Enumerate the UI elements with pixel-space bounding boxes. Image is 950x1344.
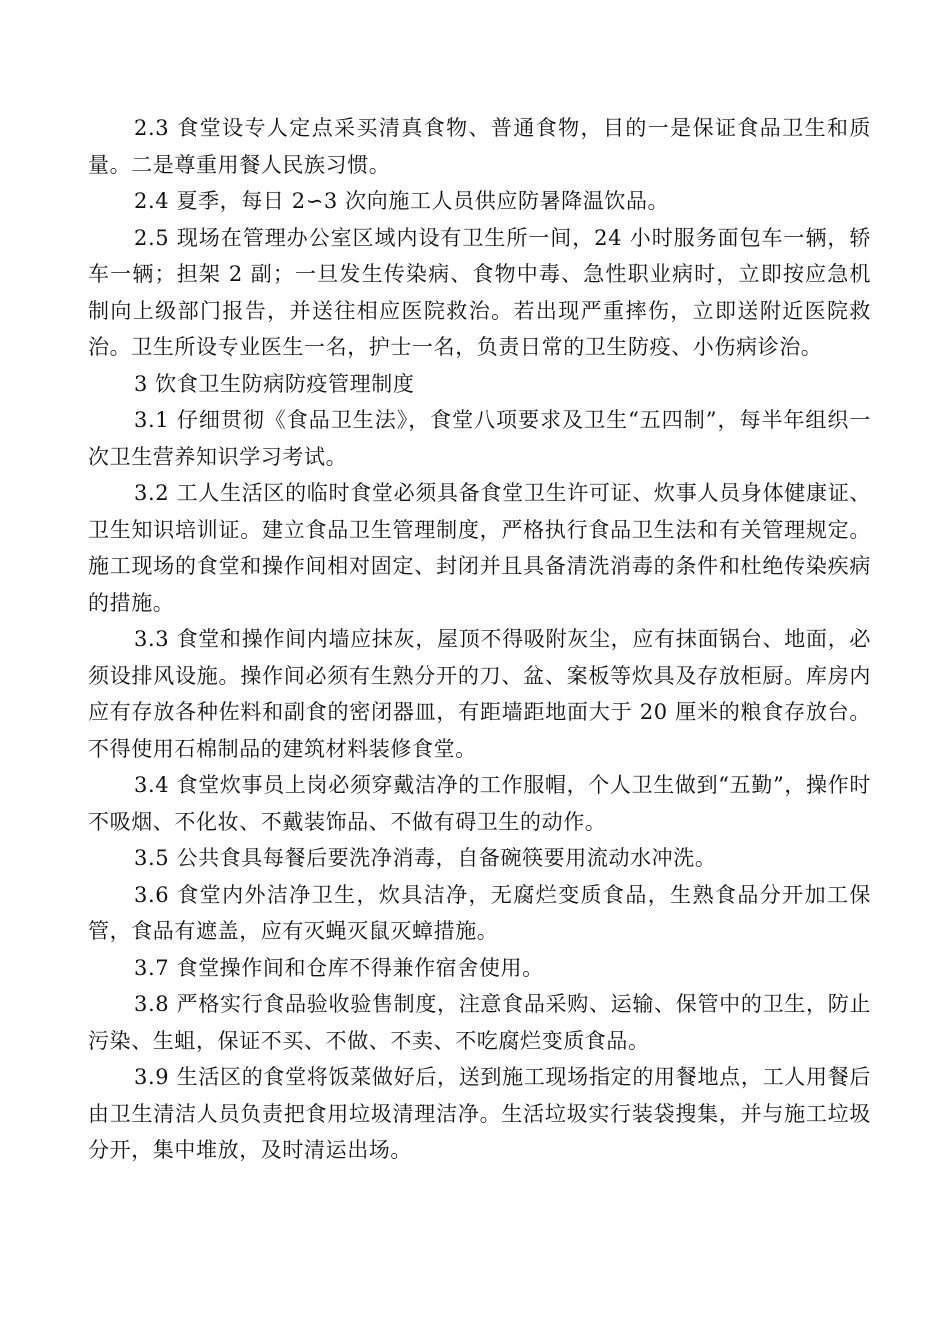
paragraph-3-7: 3.7 食堂操作间和仓库不得兼作宿舍使用。 [134,955,544,980]
document-body [88,110,871,1169]
paragraph-3-6: 3.6 食堂内外洁净卫生，炊具洁净，无腐烂变质食品，生熟食品分开加工保管，食品有遮盖，应有灭蝇灭鼠灭蟑措施。 [88,882,871,943]
paragraph-3-3: 3.3 食堂和操作间内墙应抹灰，屋顶不得吸附灰尘，应有抹面锅台、地面，必须设排风设施。操作间必须有生熟分开的刀、盆、案板等炊具及存放柜厨。库房内应有存放各种佐料和副食的密闭器皿，有距墙距地面大于 20 厘米的粮食存放台。不得使用石棉制品的建筑材料装修食堂。 [88,627,871,761]
paragraph-3-5: 3.5 公共食具每餐后要洗净消毒，自备碗筷要用流动水冲洗。 [134,846,717,870]
paragraph-2-3: 2.3 食堂设专人定点采买清真食物、普通食物，目的一是保证食品卫生和质量。二是尊重用餐人民族习惯。 [88,116,871,177]
paragraph-3-2: 3.2 工人生活区的临时食堂必须具备食堂卫生许可证、炊事人员身体健康证、卫生知识培训证。建立食品卫生管理制度，严格执行食品卫生法和有关管理规定。施工现场的食堂和操作间相对固定、封闭并且具备清洗消毒的条件和杜绝传染疾病的措施。 [88,481,871,615]
paragraph-3-9: 3.9 生活区的食堂将饭菜做好后，送到施工现场指定的用餐地点，工人用餐后由卫生清洁人员负责把食用垃圾清理洁净。生活垃圾实行装袋搜集，并与施工垃圾分开，集中堆放，及时清运出场。 [88,1065,871,1162]
paragraph-3-1: 3.1 仔细贯彻《食品卫生法》，食堂八项要求及卫生“五四制”，每半年组织一次卫生营养知识学习考试。 [88,408,871,469]
paragraph-2-4: 2.4 夏季，每日 2∽3 次向施工人员供应防暑降温饮品。 [134,189,670,213]
section-heading-3: 3 饮食卫生防病防疫管理制度 [134,371,415,396]
paragraph-3-8: 3.8 严格实行食品验收验售制度，注意食品采购、运输、保管中的卫生，防止污染、生蛆，保证不买、不做、不卖、不吃腐烂变质食品。 [88,992,871,1053]
paragraph-2-5: 2.5 现场在管理办公室区域内设有卫生所一间，24 小时服务面包车一辆，轿车一辆；担架 2 副；一旦发生传染病、食物中毒、急性职业病时，立即按应急机制向上级部门报告，并送往相应医院救治。若出现严重摔伤，立即送附近医院救治。卫生所设专业医生一名，护士一名，负责日常的卫生防疫、小伤病诊治。 [88,225,871,359]
paragraph-3-4: 3.4 食堂炊事员上岗必须穿戴洁净的工作服帽，个人卫生做到“五勤”，操作时不吸烟、不化妆、不戴装饰品、不做有碍卫生的动作。 [88,773,871,834]
